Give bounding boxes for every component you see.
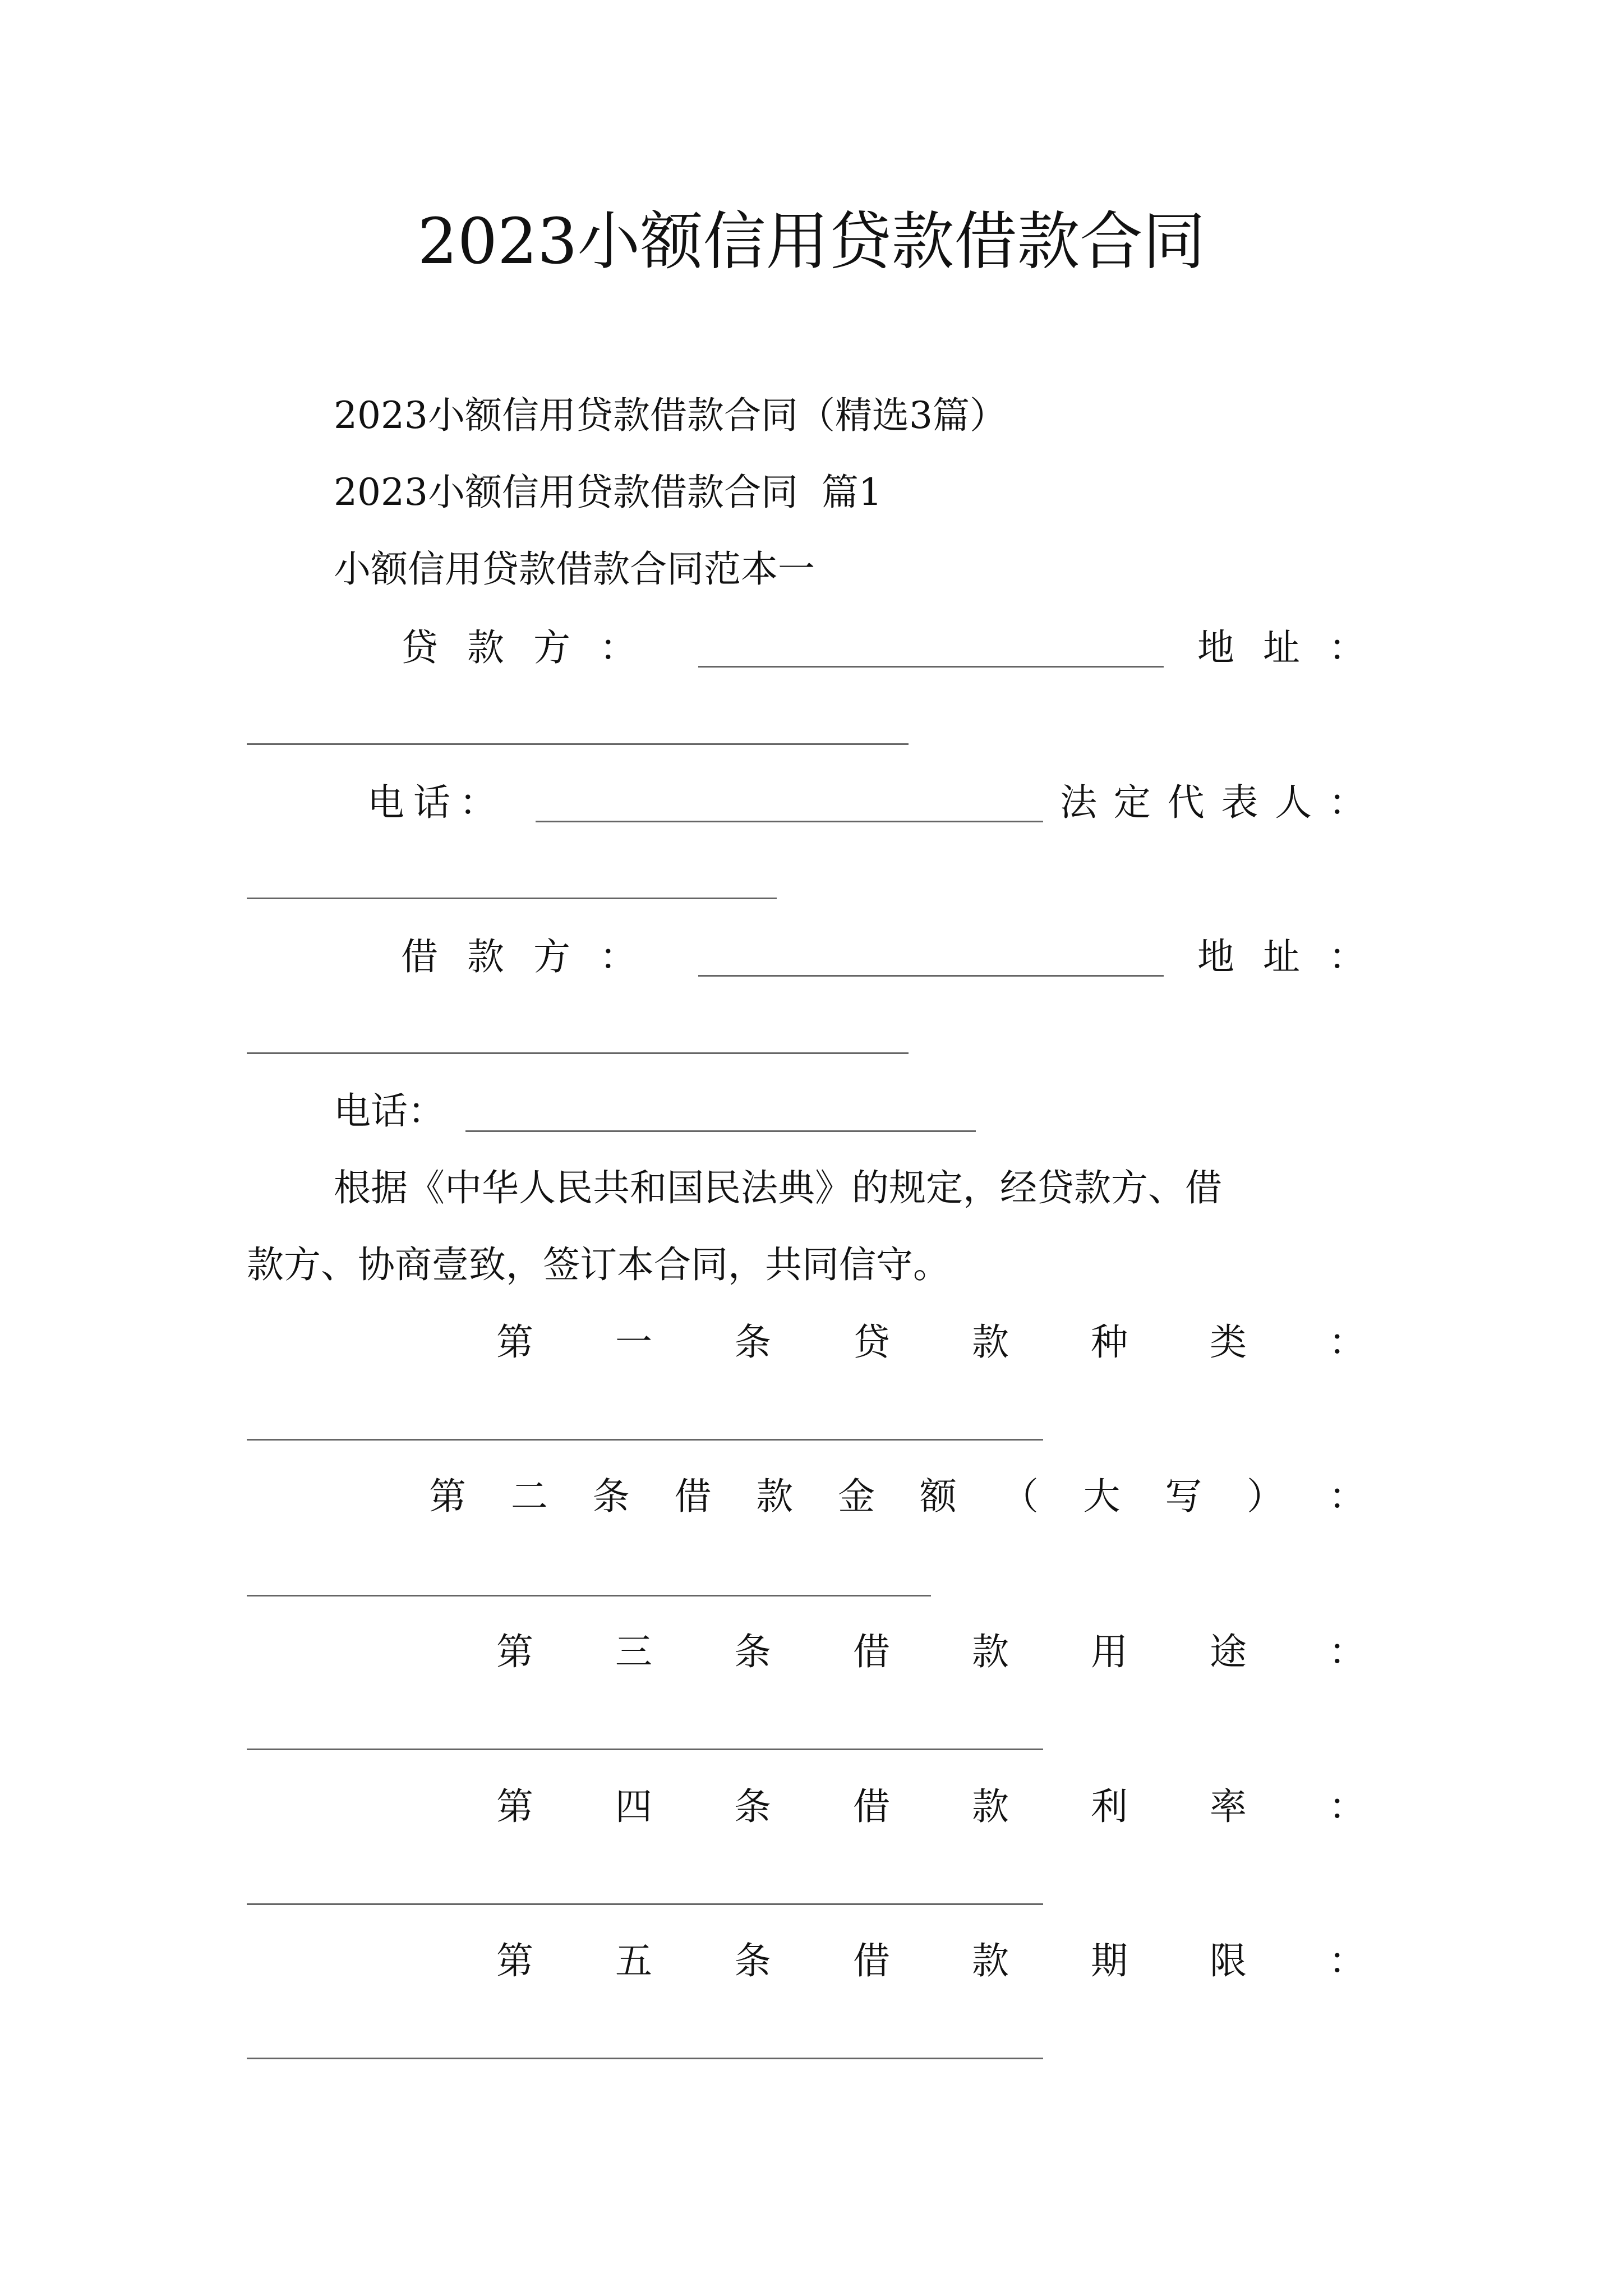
article-2-label: 第 二 条 借 款 金 额 （ 大 写 ） ： xyxy=(429,1475,1366,1518)
article-1-blank xyxy=(247,1439,1043,1441)
lender-phone-blank xyxy=(536,821,1043,822)
borrower-phone-blank xyxy=(465,1130,976,1132)
legal-representative-blank xyxy=(247,898,777,899)
legal-representative-label: 法 定 代 表 人 ： xyxy=(1060,781,1366,824)
article-4-blank xyxy=(247,1903,1043,1905)
article-2-blank xyxy=(247,1595,931,1596)
template-heading: 小额信用贷款借款合同范本一 xyxy=(334,547,815,591)
borrower-label: 借 款 方 ： xyxy=(401,935,637,978)
intro-paragraph-line2: 款方、协商壹致，签订本合同，共同信守。 xyxy=(247,1243,950,1286)
lender-label: 贷 款 方 ： xyxy=(401,626,637,669)
document-subtitle: 2023小额信用贷款借款合同（精选3篇） xyxy=(334,394,1007,437)
article-1-label: 第 一 条 贷 款 种 类 ： xyxy=(496,1320,1366,1364)
lender-address-label: 地 址 ： xyxy=(1197,626,1366,669)
article-5-label: 第 五 条 借 款 期 限 ： xyxy=(496,1939,1366,1982)
section-heading: 2023小额信用贷款借款合同 篇1 xyxy=(334,471,882,514)
article-5-blank xyxy=(247,2058,1043,2059)
borrower-address-label: 地 址 ： xyxy=(1197,935,1366,978)
borrower-phone-label: 电话： xyxy=(334,1089,445,1133)
article-3-label: 第 三 条 借 款 用 途 ： xyxy=(496,1630,1366,1673)
borrower-address-blank xyxy=(247,1052,909,1054)
intro-paragraph-line1: 根据《中华人民共和国民法典》的规定，经贷款方、借 xyxy=(334,1166,1222,1209)
borrower-blank xyxy=(698,975,1164,977)
document-title: 2023小额信用贷款借款合同 xyxy=(417,205,1206,278)
lender-address-blank xyxy=(247,743,909,745)
article-3-blank xyxy=(247,1749,1043,1750)
lender-blank xyxy=(698,666,1164,668)
article-4-label: 第 四 条 借 款 利 率 ： xyxy=(496,1785,1366,1828)
lender-phone-label: 电 话 ： xyxy=(367,781,496,824)
